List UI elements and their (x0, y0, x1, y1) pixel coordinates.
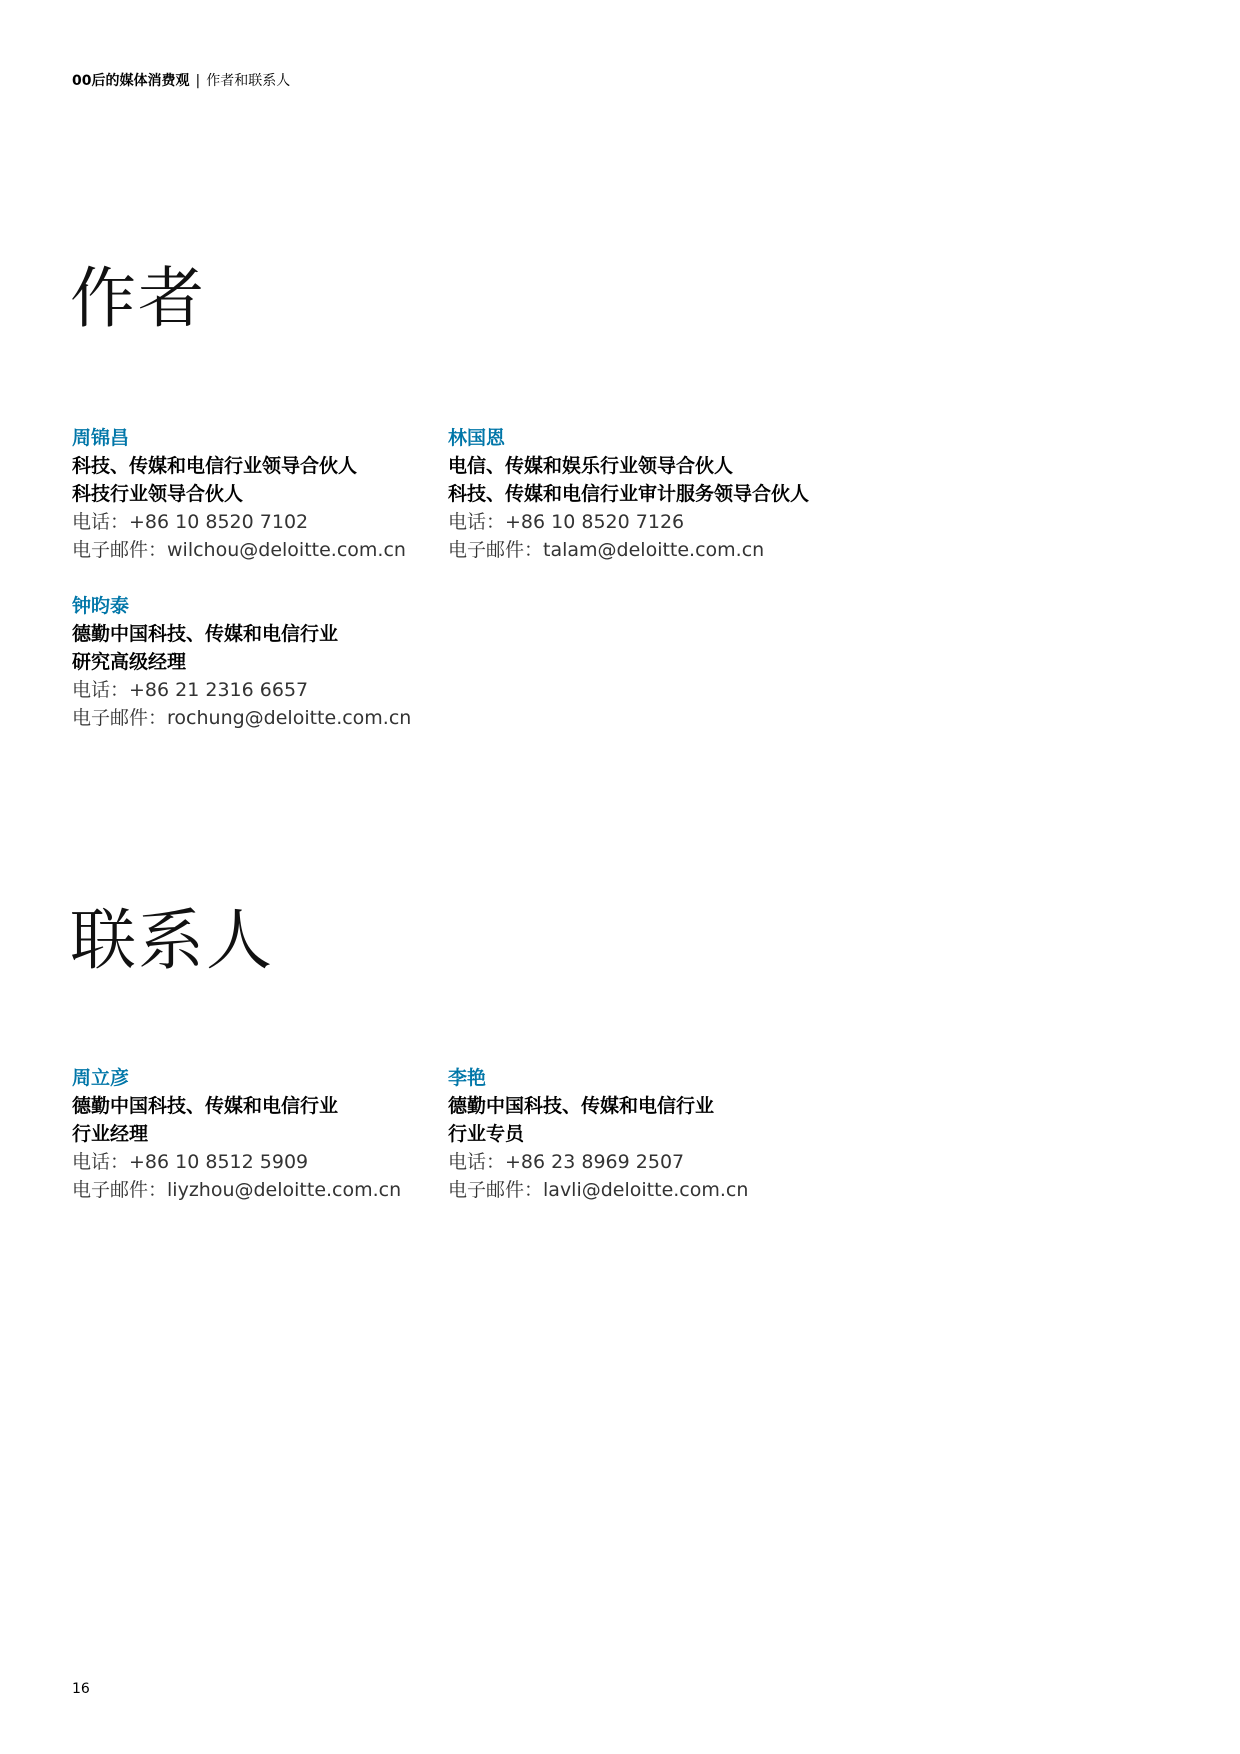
header-separator: | (195, 73, 201, 89)
person-role: 行业经理 (72, 1123, 149, 1145)
person-name: 李艳 (448, 1067, 487, 1089)
phone-value: +86 10 8520 7126 (505, 511, 685, 533)
person-name: 周锦昌 (72, 427, 130, 449)
person-role: 电信、传媒和娱乐行业领导合伙人 (448, 455, 734, 477)
person-role: 科技行业领导合伙人 (72, 483, 244, 505)
email-label: 电子邮件： (72, 707, 168, 729)
email-value: wilchou@deloitte.com.cn (167, 539, 406, 561)
document-title: 00后的媒体消费观 (72, 73, 190, 89)
email-value: liyzhou@deloitte.com.cn (167, 1179, 402, 1201)
person-phone (448, 508, 908, 536)
person-email (72, 704, 452, 732)
person-phone (72, 508, 452, 536)
person-name: 林国恩 (448, 427, 506, 449)
author-card (72, 592, 452, 732)
phone-value: +86 10 8520 7102 (129, 511, 309, 533)
person-phone (72, 676, 452, 704)
person-role: 科技、传媒和电信行业领导合伙人 (72, 455, 358, 477)
phone-value: +86 23 8969 2507 (505, 1151, 685, 1173)
author-card (72, 424, 452, 564)
header-section-title: 作者和联系人 (206, 73, 291, 89)
email-value: talam@deloitte.com.cn (543, 539, 765, 561)
person-role: 行业专员 (448, 1123, 525, 1145)
phone-label: 电话： (72, 679, 130, 701)
email-label: 电子邮件： (448, 539, 544, 561)
person-email (72, 536, 452, 564)
email-value: rochung@deloitte.com.cn (167, 707, 412, 729)
contact-card (448, 1064, 828, 1204)
page-number: 16 (72, 1681, 90, 1697)
phone-value: +86 10 8512 5909 (129, 1151, 309, 1173)
email-label: 电子邮件： (448, 1179, 544, 1201)
person-phone (72, 1148, 452, 1176)
email-value: lavli@deloitte.com.cn (543, 1179, 749, 1201)
person-role: 德勤中国科技、传媒和电信行业 (448, 1095, 715, 1117)
person-phone (448, 1148, 828, 1176)
running-header (72, 70, 290, 90)
phone-label: 电话： (448, 511, 506, 533)
contacts-heading: 联系人 (70, 902, 274, 979)
person-name: 周立彦 (72, 1067, 130, 1089)
person-role: 研究高级经理 (72, 651, 187, 673)
person-email (72, 1176, 452, 1204)
email-label: 电子邮件： (72, 539, 168, 561)
email-label: 电子邮件： (72, 1179, 168, 1201)
authors-heading: 作者 (70, 260, 206, 337)
phone-label: 电话： (72, 511, 130, 533)
person-role: 德勤中国科技、传媒和电信行业 (72, 623, 339, 645)
phone-value: +86 21 2316 6657 (129, 679, 309, 701)
contact-card (72, 1064, 452, 1204)
person-name: 钟昀泰 (72, 595, 130, 617)
author-card (448, 424, 908, 564)
phone-label: 电话： (72, 1151, 130, 1173)
person-email (448, 1176, 828, 1204)
person-email (448, 536, 908, 564)
person-role: 科技、传媒和电信行业审计服务领导合伙人 (448, 483, 810, 505)
phone-label: 电话： (448, 1151, 506, 1173)
person-role: 德勤中国科技、传媒和电信行业 (72, 1095, 339, 1117)
